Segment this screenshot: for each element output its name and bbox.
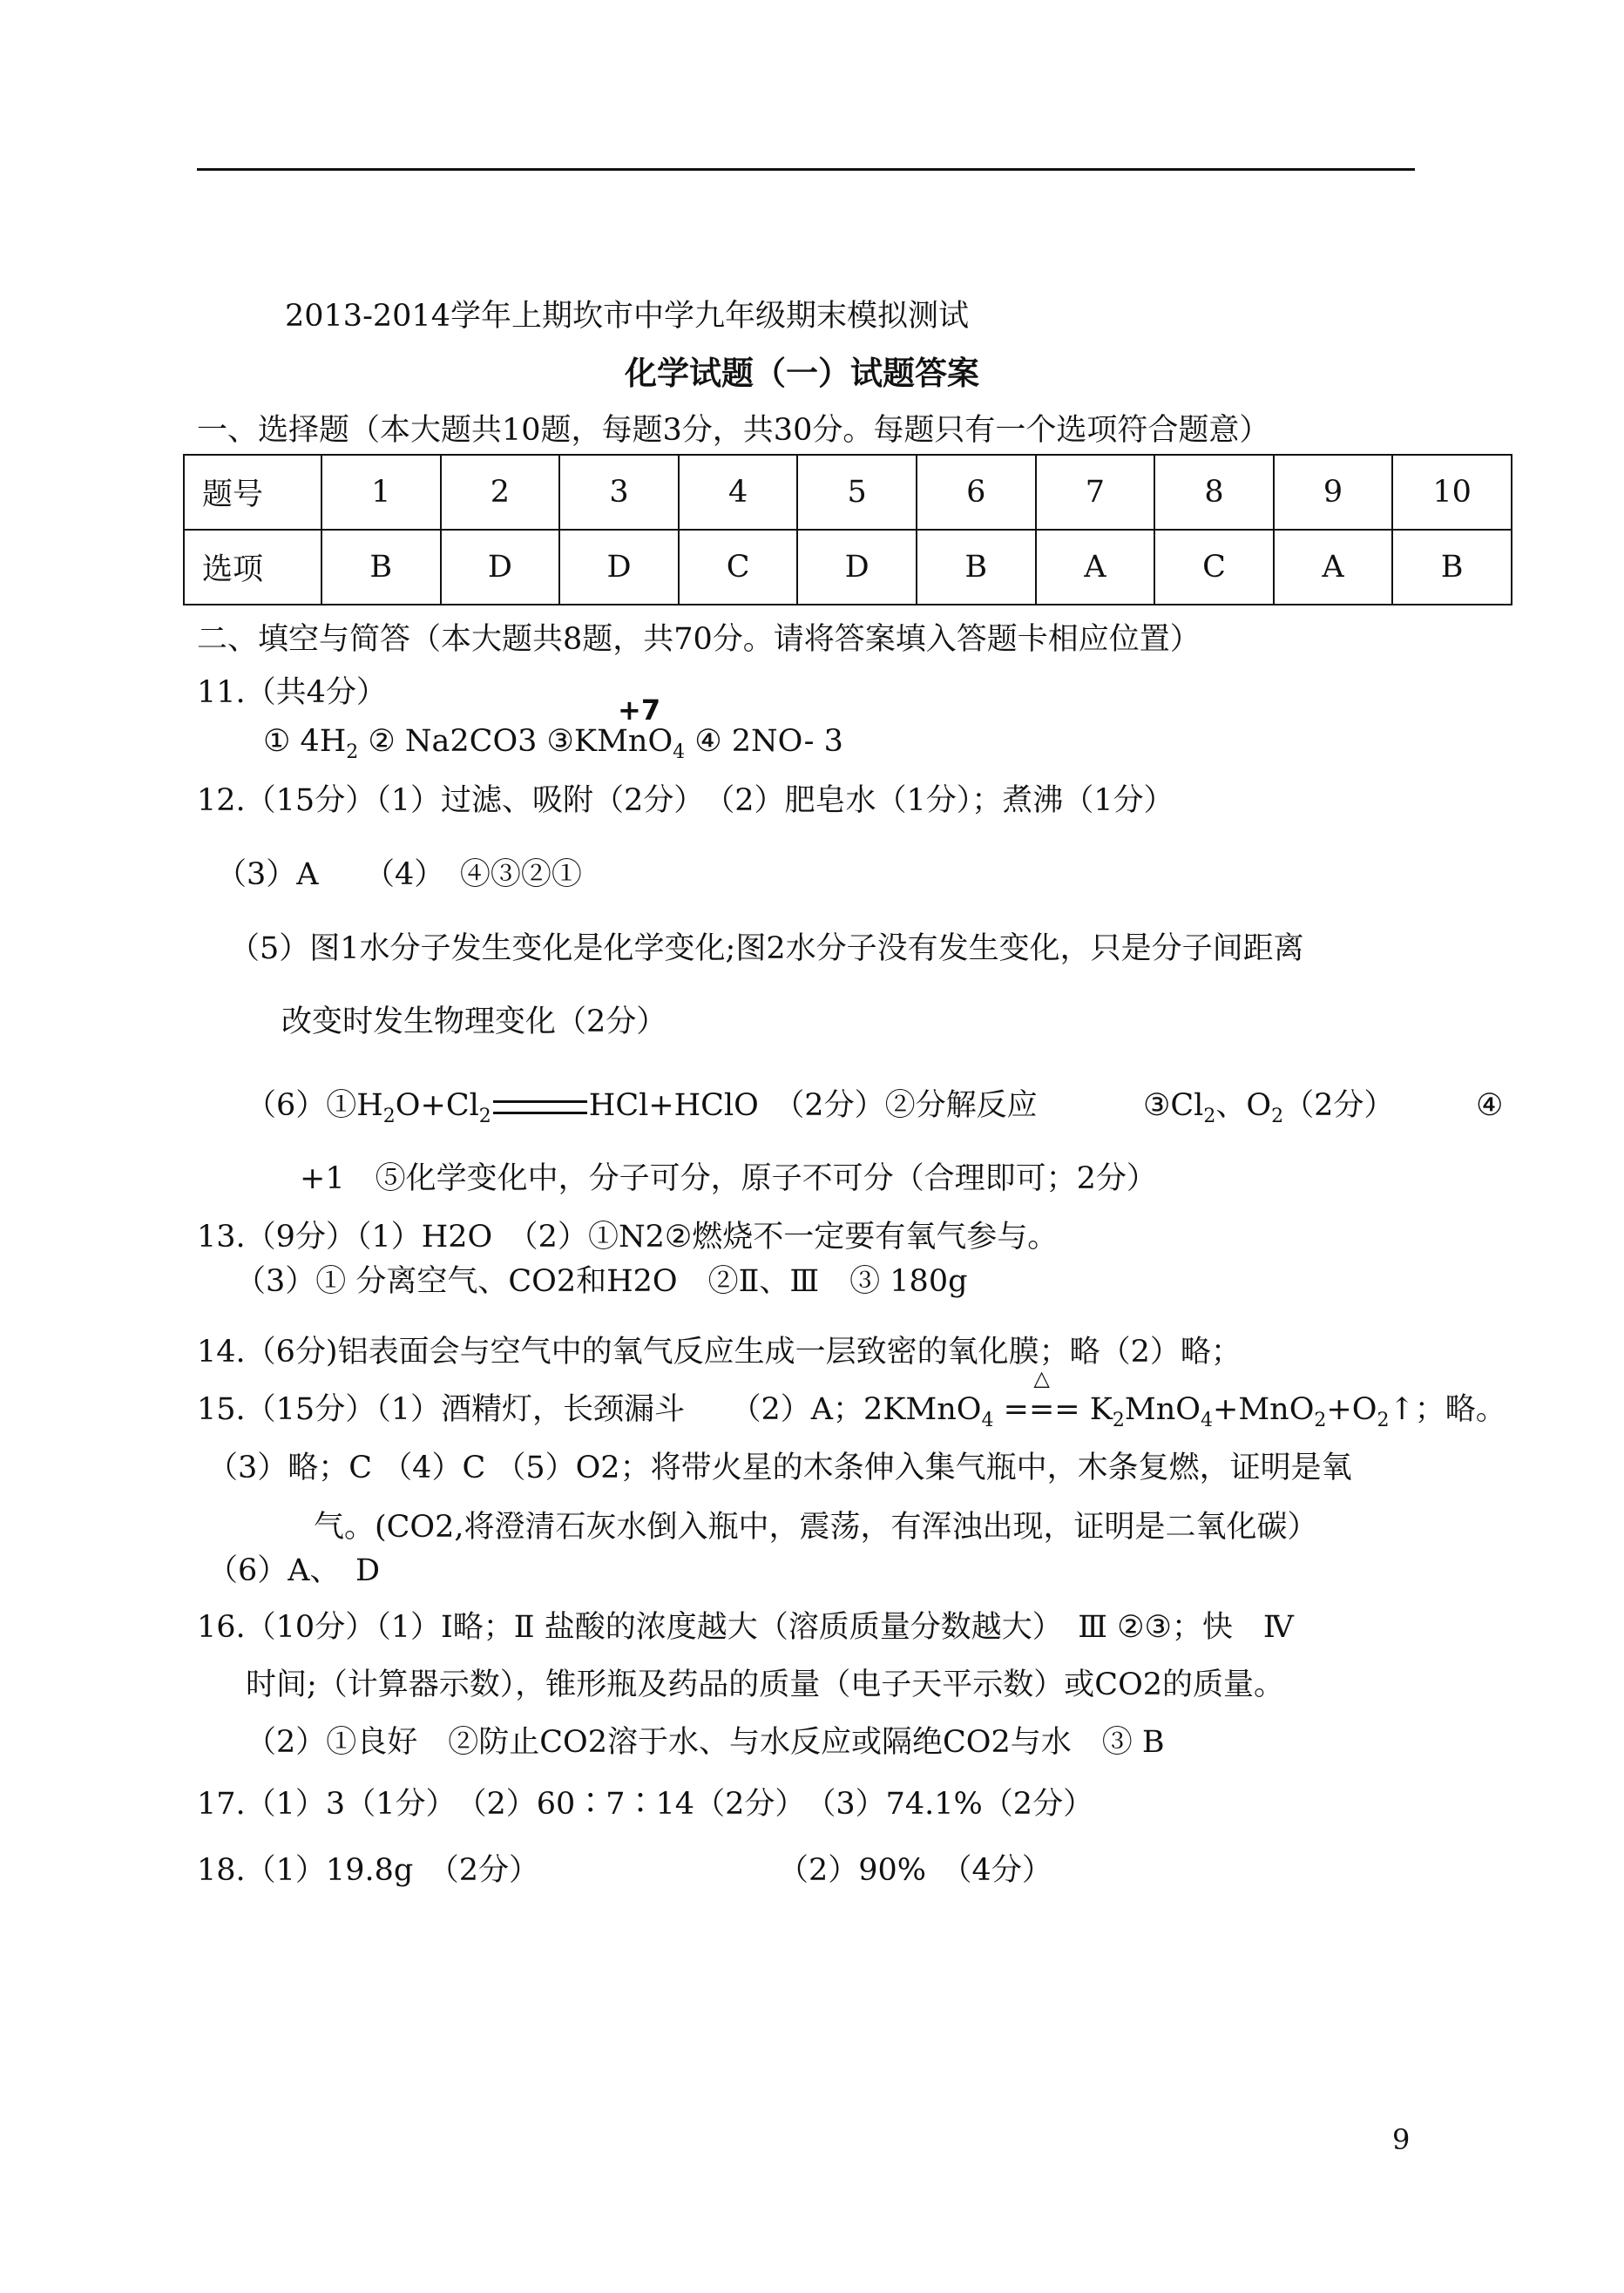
q18-line1-part2: （2）90% （4分） (778, 1853, 1052, 1888)
q12-line4: 改变时发生物理变化（2分） (281, 1004, 667, 1039)
row-label-number: 题号 (184, 455, 321, 530)
table-cell: C (679, 530, 798, 605)
table-cell: B (917, 530, 1036, 605)
table-cell: 3 (559, 455, 679, 530)
q15-line2: （3）略；C （4）C （5）O2；将带火星的木条伸入集气瓶中，木条复燃，证明是氧 (207, 1451, 1352, 1485)
q16-line1: 16.（10分）（1）Ⅰ略；Ⅱ 盐酸的浓度越大（溶质质量分数越大） Ⅲ ②③；快 Ⅳ (197, 1610, 1294, 1645)
q12-line5: $(6)①H_2O+Cl_2$ HCl+HClO （2分）②分解反应 (246, 1088, 1038, 1127)
q15-line1: 15.（15分）（1）酒精灯，长颈漏斗 （2）A；2KMnO$_4$ △ === $K_2MnO_4+MnO_2+O_2↑$；略。 (197, 1366, 1506, 1431)
section2-heading: 二、填空与简答（本大题共8题，共70分。请将答案填入答题卡相应位置） (197, 622, 1201, 657)
q12-line1: 12.（15分）（1）过滤、吸附（2分） （2）肥皂水（1分）；煮沸（1分） (197, 783, 1174, 818)
q17-line1: 17.（1）3（1分） （2）60∶7∶14（2分） （3）74.1%（2分） (197, 1787, 1094, 1822)
q12-line5-marker: ④ (1476, 1088, 1504, 1123)
table-cell: D (441, 530, 560, 605)
answer-table (183, 454, 1512, 605)
q16-line3: （2）①良好 ②防止CO2溶于水、与水反应或隔绝CO2与水 ③ B (246, 1725, 1165, 1760)
table-cell: C (1154, 530, 1274, 605)
q13-line2: （3）① 分离空气、CO2和H2O ②Ⅱ、Ⅲ ③ 180g (235, 1264, 968, 1299)
q16-line2: 时间;（计算器示数），锥形瓶及药品的质量（电子天平示数）或CO2的质量。 (246, 1667, 1285, 1702)
table-row-numbers (184, 455, 1512, 530)
q12-line3: （5）图1水分子发生变化是化学变化;图2水分子没有发生变化，只是分子间距离 (229, 931, 1304, 966)
table-cell: 2 (441, 455, 560, 530)
q13-line1: 13.（9分）（1）H2O （2）①N2②燃烧不一定要有氧气参与。 (197, 1220, 1059, 1255)
table-cell: D (797, 530, 917, 605)
header-rule (197, 168, 1415, 171)
q11-oxidation-state: +7 (618, 693, 661, 727)
section1-heading: 一、选择题（本大题共10题，每题3分，共30分。每题只有一个选项符合题意） (197, 413, 1270, 448)
row-label-answer: 选项 (184, 530, 321, 605)
q14-line1: 14.（6分)铝表面会与空气中的氧气反应生成一层致密的氧化膜；略（2）略； (197, 1335, 1242, 1370)
q11-answers: ① $4H_2$ ② Na2CO3 ③KMnO$_4$ ④ 2NO- 3 (263, 724, 843, 763)
table-cell: 10 (1392, 455, 1512, 530)
q11-label: 11.（共4分） (197, 675, 387, 710)
q12-line6: +1 ⑤化学变化中，分子可分，原子不可分（合理即可；2分） (300, 1161, 1157, 1196)
page-number: 9 (1392, 2123, 1411, 2156)
exam-title: 2013-2014学年上期坎市中学九年级期末模拟测试 (285, 299, 969, 334)
table-cell: 5 (797, 455, 917, 530)
table-cell: 7 (1036, 455, 1155, 530)
double-equals-sign (493, 1100, 587, 1114)
table-cell: 6 (917, 455, 1036, 530)
table-cell: B (321, 530, 441, 605)
q18-line1: 18.（1）19.8g （2分） (197, 1853, 540, 1888)
table-cell: 9 (1274, 455, 1393, 530)
heat-condition-sign: △ === (1003, 1366, 1080, 1427)
q15-line3: 气。(CO2,将澄清石灰水倒入瓶中，震荡，有浑浊出现，证明是二氧化碳） (314, 1510, 1318, 1545)
table-cell: D (559, 530, 679, 605)
table-cell: A (1274, 530, 1393, 605)
table-cell: B (1392, 530, 1512, 605)
q12-line5-gases: $③Cl_2$、$O_2(2$分） (1143, 1088, 1395, 1127)
q12-line2: （3）A （4） ④③②① (216, 857, 582, 892)
table-cell: 4 (679, 455, 798, 530)
table-cell: 8 (1154, 455, 1274, 530)
q15-line4: （6）A、 D (207, 1553, 381, 1588)
table-cell: A (1036, 530, 1155, 605)
answer-key-title: 化学试题（一）试题答案 (625, 354, 979, 392)
table-row-answers (184, 530, 1512, 605)
table-cell: 1 (321, 455, 441, 530)
